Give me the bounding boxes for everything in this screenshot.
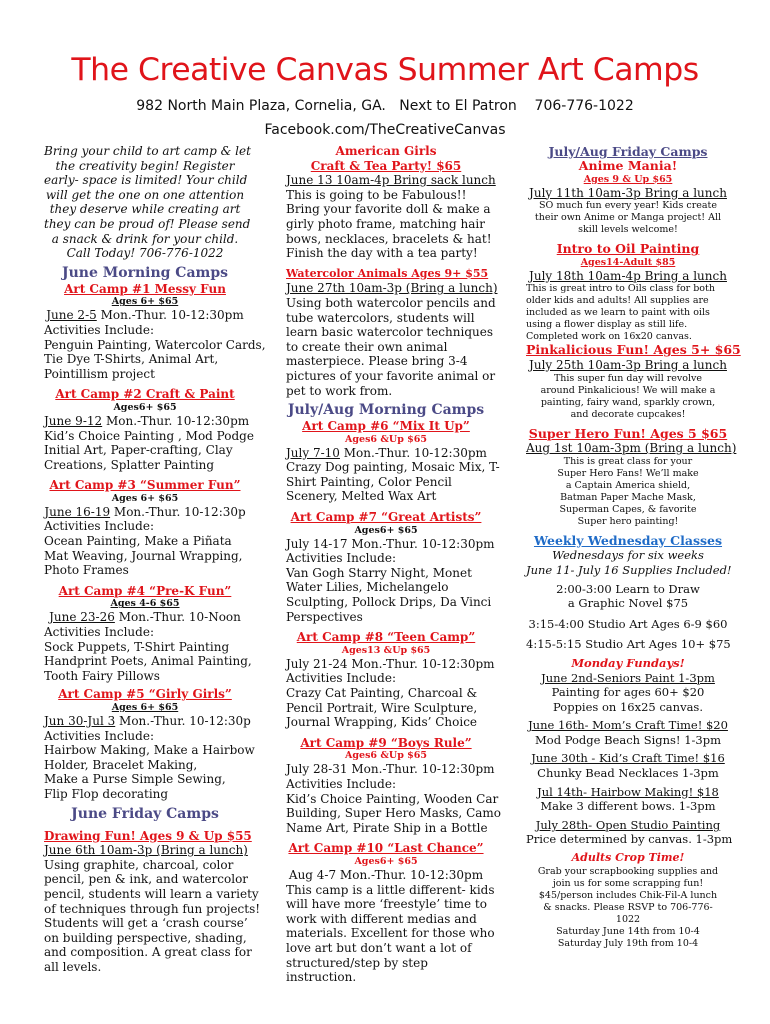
camp-line: Name Art, Pirate Ship in a Bottle bbox=[286, 820, 488, 835]
camp-line: Using graphite, charcoal, color bbox=[44, 857, 234, 872]
monday-event: June 16th- Mom’s Craft Time! $20 bbox=[528, 718, 728, 733]
weekly-title: Weekly Wednesday Classes bbox=[533, 532, 723, 548]
camp-line: Creations, Splatter Painting bbox=[44, 457, 215, 472]
camp-title: Watercolor Animals Ages 9+ $55 bbox=[286, 266, 489, 280]
camp-date: July 21-24 Mon.-Thur. 10-12:30pm bbox=[286, 656, 495, 671]
intro-line: Call Today! 706-776-1022 bbox=[66, 246, 224, 261]
camp-date: June 23-26 Mon.-Thur. 10-Noon bbox=[49, 610, 241, 625]
camp-line: Kid’s Choice Painting, Wooden Car bbox=[286, 791, 499, 806]
camp-line: Activities Include: bbox=[44, 519, 154, 534]
monday-line: Painting for ages 60+ $20 bbox=[551, 685, 705, 700]
camp-line: instruction. bbox=[286, 970, 357, 985]
camp-line: Crazy Cat Painting, Charcoal & bbox=[286, 686, 478, 700]
camp-title: Art Camp #6 “Mix It Up” bbox=[302, 419, 470, 434]
camp-line: Initial Art, Paper-crafting, Clay bbox=[44, 443, 233, 458]
camp-line: Perspectives bbox=[286, 609, 363, 624]
camp-title: Art Camp #4 “Pre-K Fun” bbox=[58, 583, 232, 598]
camp-line: and composition. A great class for bbox=[44, 945, 252, 960]
camp-line: Bring your favorite doll & make a bbox=[286, 202, 491, 217]
camp-date: Aug 4-7 Mon.-Thur. 10-12:30pm bbox=[288, 867, 484, 882]
crop-line: Saturday July 19th from 10-4 bbox=[557, 937, 699, 949]
camp-line: and decorate cupcakes! bbox=[570, 408, 686, 420]
crop-line: Saturday June 14th from 10-4 bbox=[556, 925, 700, 937]
camp-date: June 2-5 Mon.-Thur. 10-12:30pm bbox=[46, 308, 244, 323]
monday-event: Jul 14th- Hairbow Making! $18 bbox=[537, 784, 719, 799]
section-heading: July/Aug Friday Camps bbox=[548, 144, 708, 159]
column-middle bbox=[286, 144, 502, 985]
camp-ages: Ages6 &Up $65 bbox=[345, 750, 427, 762]
monday-event: June 2nd-Seniors Paint 1-3pm bbox=[541, 670, 715, 685]
camp-title: Craft & Tea Party! $65 bbox=[310, 158, 462, 173]
intro-line: early- space is limited! Your child bbox=[44, 173, 248, 188]
camp-ages: Ages6+ $65 bbox=[354, 855, 418, 867]
intro-line: Bring your child to art camp & let bbox=[44, 144, 251, 158]
monday-line: Mod Podge Beach Signs! 1-3pm bbox=[535, 732, 721, 747]
weekly-sub: June 11- July 16 Supplies Included! bbox=[526, 562, 732, 577]
camp-line: Van Gogh Starry Night, Monet bbox=[286, 565, 472, 580]
camp-line: Using both watercolor pencils and bbox=[286, 295, 496, 310]
camp-line: Kid’s Choice Painting , Mod Podge bbox=[44, 428, 254, 443]
camp-title: Anime Mania! bbox=[578, 158, 678, 173]
camp-line: Activities Include: bbox=[286, 551, 396, 566]
camp-line: Students will get a ‘crash course’ bbox=[44, 916, 248, 931]
camp-line: masterpiece. Please bring 3-4 bbox=[286, 354, 468, 369]
camp-date: June 16-19 Mon.-Thur. 10-12:30p bbox=[44, 504, 246, 519]
camp-line: Activities Include: bbox=[44, 728, 154, 743]
camp-ages: Ages13 &Up $65 bbox=[341, 644, 431, 656]
camp-line: Activities Include: bbox=[44, 625, 154, 640]
camp-line: Penguin Painting, Watercolor Cards, bbox=[44, 337, 266, 352]
camp-ages: Ages14-Adult $85 bbox=[580, 256, 676, 268]
camp-line: Batman Paper Mache Mask, bbox=[560, 491, 696, 503]
camp-date: June 6th 10am-3p (Bring a lunch) bbox=[44, 843, 248, 858]
crop-line: Grab your scrapbooking supplies and bbox=[537, 865, 719, 877]
camp-ages: Ages 4-6 $65 bbox=[110, 598, 180, 610]
weekly-class: 3:15-4:00 Studio Art Ages 6-9 $60 bbox=[528, 616, 728, 631]
camp-title: Art Camp #8 “Teen Camp” bbox=[296, 630, 476, 645]
camp-line: using a flower display as still life. bbox=[526, 319, 688, 331]
monday-line: Poppies on 16x25 canvas. bbox=[553, 699, 703, 714]
camp-line: pictures of your favorite animal or bbox=[286, 368, 496, 383]
camp-line: Shirt Painting, Color Pencil bbox=[286, 474, 452, 489]
camp-title: Art Camp #3 “Summer Fun” bbox=[49, 478, 241, 493]
camp-title: Pinkalicious Fun! Ages 5+ $65 bbox=[526, 342, 741, 358]
weekly-class: a Graphic Novel $75 bbox=[567, 596, 689, 611]
camp-line: structured/step by step bbox=[286, 955, 428, 970]
camp-line: Hairbow Making, Make a Hairbow bbox=[44, 743, 255, 758]
camp-date: Aug 1st 10am-3pm (Bring a lunch) bbox=[526, 441, 737, 456]
camp-title: Art Camp #5 “Girly Girls” bbox=[58, 687, 232, 702]
camp-line: older kids and adults! All supplies are bbox=[526, 295, 709, 307]
camp-line: Photo Frames bbox=[44, 563, 129, 578]
camp-line: SO much fun every year! Kids create bbox=[539, 200, 717, 212]
camp-line: Super Hero Fans! We’ll make bbox=[557, 467, 699, 479]
camp-line: learn basic watercolor techniques bbox=[286, 325, 493, 340]
camp-line: Tooth Fairy Pillows bbox=[44, 668, 160, 683]
crop-line: join us for some scrapping fun! bbox=[552, 877, 704, 889]
weekly-class: 2:00-3:00 Learn to Draw bbox=[556, 581, 700, 596]
camp-line: on building perspective, shading, bbox=[44, 930, 247, 945]
camp-ages: Ages 6+ $65 bbox=[111, 492, 179, 504]
camp-line: This is great class for your bbox=[563, 455, 693, 467]
camp-title: Art Camp #2 Craft & Paint bbox=[55, 387, 235, 402]
camp-title: Super Hero Fun! Ages 5 $65 bbox=[528, 425, 728, 441]
camp-line: Flip Flop decorating bbox=[44, 786, 169, 801]
camp-date: June 9-12 Mon.-Thur. 10-12:30pm bbox=[44, 413, 250, 428]
camp-line: Building, Super Hero Masks, Camo bbox=[286, 806, 502, 821]
camp-line: Sculpting, Pollock Drips, Da Vinci bbox=[286, 595, 492, 610]
camp-line: Scenery, Melted Wax Art bbox=[286, 489, 437, 504]
camp-date: July 25th 10am-3p Bring a lunch bbox=[529, 357, 727, 372]
camp-line: all levels. bbox=[44, 959, 102, 974]
camp-line: This camp is a little different- kids bbox=[286, 882, 495, 897]
camp-title: Art Camp #7 “Great Artists” bbox=[290, 510, 482, 525]
camp-line: Finish the day with a tea party! bbox=[286, 246, 478, 261]
camp-title: Art Camp #10 “Last Chance” bbox=[288, 841, 484, 856]
weekly-class: 4:15-5:15 Studio Art Ages 10+ $75 bbox=[526, 637, 731, 652]
camp-title: Art Camp #1 Messy Fun bbox=[64, 281, 226, 296]
camp-line: skill levels welcome! bbox=[578, 224, 678, 236]
address-line: 982 North Main Plaza, Cornelia, GA. Next to El Patron 706-776-1022 bbox=[136, 98, 634, 114]
camp-ages: Ages6+ $65 bbox=[113, 401, 177, 413]
crop-line: & snacks. Please RSVP to 706-776- bbox=[543, 901, 713, 913]
intro-line: they deserve while creating art bbox=[49, 202, 241, 217]
camp-line: pencil, pen & ink, and watercolor bbox=[44, 872, 249, 887]
camp-line: Sock Puppets, T-Shirt Painting bbox=[44, 639, 230, 654]
camp-date: July 7-10 Mon.-Thur. 10-12:30pm bbox=[286, 445, 487, 460]
camp-date: July 18th 10am-4p Bring a lunch bbox=[529, 268, 727, 283]
camp-line: painting, fairy wand, sparkly crown, bbox=[540, 396, 716, 408]
facebook-line: Facebook.com/TheCreativeCanvas bbox=[264, 122, 506, 138]
monday-line: Chunky Bead Necklaces 1-3pm bbox=[537, 766, 719, 781]
camp-date: July 28-31 Mon.-Thur. 10-12:30pm bbox=[286, 762, 495, 777]
intro-line: will get the one on one attention bbox=[45, 187, 245, 202]
camp-line: included as we learn to paint with oils bbox=[526, 307, 710, 319]
camp-ages: Ages6 &Up $65 bbox=[345, 433, 427, 445]
camp-line: pet to work from. bbox=[286, 383, 393, 398]
camp-line: Crazy Dog painting, Mosaic Mix, T- bbox=[286, 460, 500, 475]
camp-date: June 13 10am-4p Bring sack lunch bbox=[286, 173, 496, 188]
camp-line: Ocean Painting, Make a Piñata bbox=[44, 534, 232, 549]
camp-ages: Ages6+ $65 bbox=[354, 524, 418, 536]
camp-line: of techniques through fun projects! bbox=[44, 901, 261, 916]
camp-line: Pointillism project bbox=[44, 366, 155, 381]
camp-line: love art but don’t want a lot of bbox=[286, 940, 472, 955]
camp-ages: Ages 6+ $65 bbox=[111, 296, 179, 308]
column-right bbox=[526, 144, 741, 950]
camp-line: a Captain America shield, bbox=[565, 479, 691, 491]
camp-line: Superman Capes, & favorite bbox=[559, 503, 697, 515]
crop-title: Adults Crop Time! bbox=[571, 851, 685, 865]
monday-title: Monday Fundays! bbox=[571, 655, 685, 670]
monday-line: Make 3 different bows. 1-3pm bbox=[540, 799, 716, 814]
camp-line: Make a Purse Simple Sewing, bbox=[44, 772, 226, 787]
camp-line: around Pinkalicious! We will make a bbox=[540, 384, 716, 396]
section-heading: June Friday Camps bbox=[71, 805, 219, 822]
intro-line: the creativity begin! Register bbox=[55, 158, 235, 173]
monday-event: June 30th - Kid’s Craft Time! $16 bbox=[531, 751, 725, 766]
camp-line: Tie Dye T-Shirts, Animal Art, bbox=[44, 352, 219, 367]
section-heading: July/Aug Morning Camps bbox=[287, 402, 485, 419]
camp-ages: Ages 9 & Up $65 bbox=[583, 173, 673, 185]
camp-line: tube watercolors, students will bbox=[286, 310, 475, 325]
monday-event: July 28th- Open Studio Painting bbox=[535, 817, 721, 832]
camp-title: American Girls bbox=[335, 144, 437, 158]
camp-line: girly photo frame, matching hair bbox=[286, 216, 485, 231]
weekly-sub: Wednesdays for six weeks bbox=[552, 548, 704, 563]
camp-line: Activities Include: bbox=[286, 671, 396, 686]
camp-line: Pencil Portrait, Wire Sculpture, bbox=[286, 700, 478, 715]
camp-line: Activities Include: bbox=[286, 776, 396, 791]
camp-line: This super fun day will revolve bbox=[553, 372, 703, 384]
camp-line: Handprint Poets, Animal Painting, bbox=[44, 654, 252, 669]
camp-line: Super hero painting! bbox=[577, 515, 679, 527]
camp-line: Water Lilies, Michelangelo bbox=[286, 580, 449, 595]
camp-line: Mat Weaving, Journal Wrapping, bbox=[44, 548, 243, 563]
camp-line: Completed work on 16x20 canvas. bbox=[526, 331, 692, 343]
camp-title: Art Camp #9 “Boys Rule” bbox=[300, 735, 472, 750]
camp-line: work with different medias and bbox=[286, 911, 477, 926]
monday-line: Price determined by canvas. 1-3pm bbox=[526, 832, 733, 847]
camp-line: to create their own animal bbox=[286, 339, 448, 354]
camp-line: This is great intro to Oils class for both bbox=[526, 283, 715, 295]
crop-line: 1022 bbox=[615, 913, 641, 925]
camp-line: bows, necklaces, bracelets & hat! bbox=[286, 231, 492, 246]
camp-line: Holder, Bracelet Making, bbox=[44, 757, 198, 772]
camp-title: Drawing Fun! Ages 9 & Up $55 bbox=[44, 828, 252, 843]
column-left bbox=[44, 144, 266, 975]
camp-line: materials. Excellent for those who bbox=[286, 926, 495, 941]
camp-line: will have more ‘freestyle’ time to bbox=[286, 897, 487, 912]
camp-line: their own Anime or Manga project! All bbox=[534, 212, 722, 224]
camp-title: Intro to Oil Painting bbox=[556, 241, 700, 257]
camp-line: Journal Wrapping, Kids’ Choice bbox=[286, 715, 478, 730]
camp-line: Activities Include: bbox=[44, 322, 154, 337]
camp-date: June 27th 10am-3p (Bring a lunch) bbox=[286, 281, 498, 296]
camp-date: July 14-17 Mon.-Thur. 10-12:30pm bbox=[286, 536, 495, 551]
camp-line: pencil, students will learn a variety bbox=[44, 886, 259, 901]
page-title: The Creative Canvas Summer Art Camps bbox=[71, 52, 699, 88]
camp-date: July 11th 10am-3p Bring a lunch bbox=[529, 185, 727, 200]
crop-line: $45/person includes Chik-Fil-A lunch bbox=[538, 889, 718, 901]
intro-line: a snack & drink for your child. bbox=[51, 231, 239, 246]
camp-line: This is going to be Fabulous!! bbox=[286, 187, 467, 202]
intro-line: they can be proud of! Please send bbox=[44, 216, 251, 231]
camp-ages: Ages 6+ $65 bbox=[111, 702, 179, 713]
section-heading: June Morning Camps bbox=[61, 264, 228, 281]
camp-date: Jun 30-Jul 3 Mon.-Thur. 10-12:30p bbox=[44, 714, 251, 728]
